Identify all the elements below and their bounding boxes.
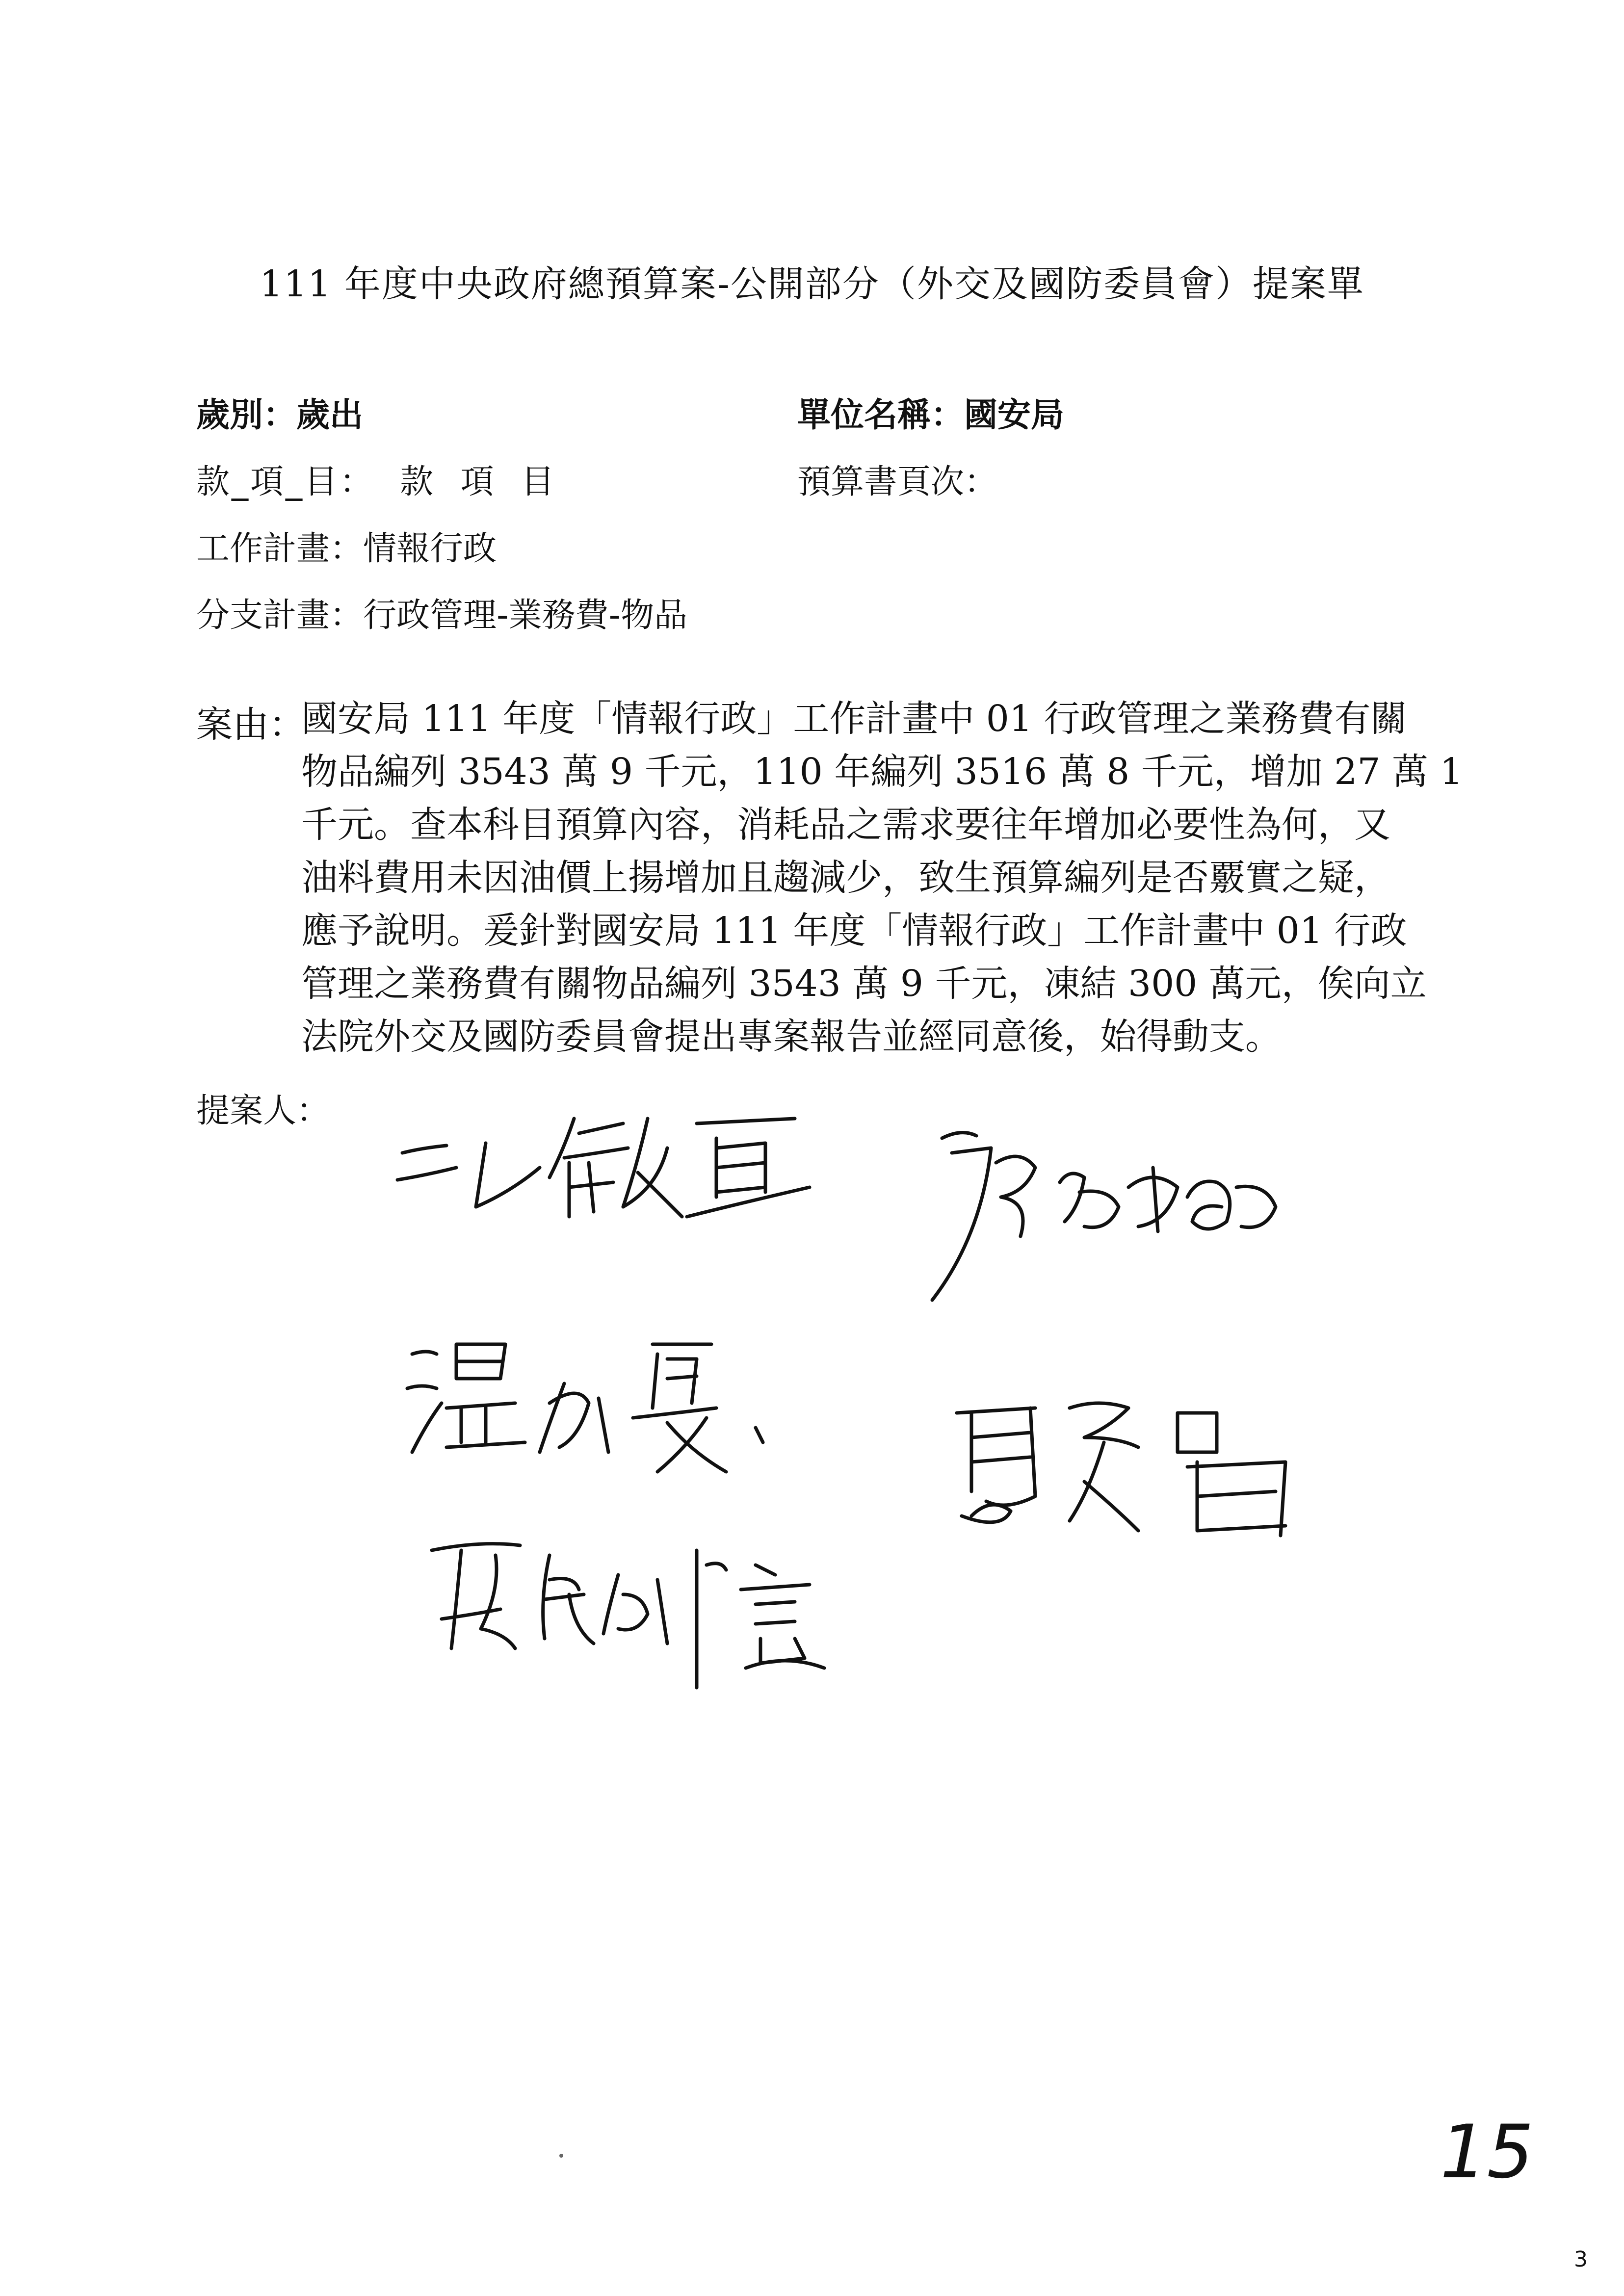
sub-plan-field: 分支計畫：行政管理-業務費-物品 — [196, 596, 688, 635]
reason-line: 國安局 111 年度「情報行政」工作計畫中 01 行政管理之業務費有關 — [301, 698, 1407, 740]
category-field: 歲別：歲出 — [196, 396, 364, 435]
page-title: 111 年度中央政府總預算案-公開部分（外交及國防委員會）提案單 — [260, 263, 1364, 305]
reason-line: 法院外交及國防委員會提出專案報告並經同意後，始得動支。 — [301, 1016, 1282, 1058]
signature-1 — [393, 1089, 814, 1251]
signature-5 — [422, 1521, 864, 1707]
signature-3 — [402, 1325, 844, 1501]
reason-line: 管理之業務費有關物品編列 3543 萬 9 千元，凍結 300 萬元，俟向立 — [301, 963, 1427, 1005]
work-plan-field: 工作計畫：情報行政 — [196, 529, 497, 568]
reason-line: 千元。查本科目預算內容，消耗品之需求要往年增加必要性為何，又 — [301, 804, 1390, 846]
corner-number: 3 — [1574, 2247, 1588, 2272]
signature-4 — [942, 1383, 1325, 1560]
reason-label: 案由： — [196, 704, 305, 746]
reason-line: 物品編列 3543 萬 9 千元，110 年編列 3516 萬 8 千元，增加 27 萬 1 — [301, 751, 1463, 793]
reason-line: 應予說明。爰針對國安局 111 年度「情報行政」工作計畫中 01 行政 — [301, 910, 1407, 952]
scan-speck — [559, 2154, 563, 2158]
reason-line: 油料費用未因油價上揚增加且趨減少，致生預算編列是否覈實之疑， — [301, 857, 1390, 899]
item-field: 款_項_目： 款 項 目 — [196, 463, 556, 501]
unit-name-field: 單位名稱：國安局 — [797, 396, 1065, 435]
budget-page-field: 預算書頁次： — [797, 463, 998, 501]
reason-body — [301, 696, 1463, 1067]
signature-2 — [922, 1109, 1295, 1315]
page-number: 15 — [1440, 2110, 1534, 2195]
proposer-label: 提案人： — [196, 1092, 330, 1130]
